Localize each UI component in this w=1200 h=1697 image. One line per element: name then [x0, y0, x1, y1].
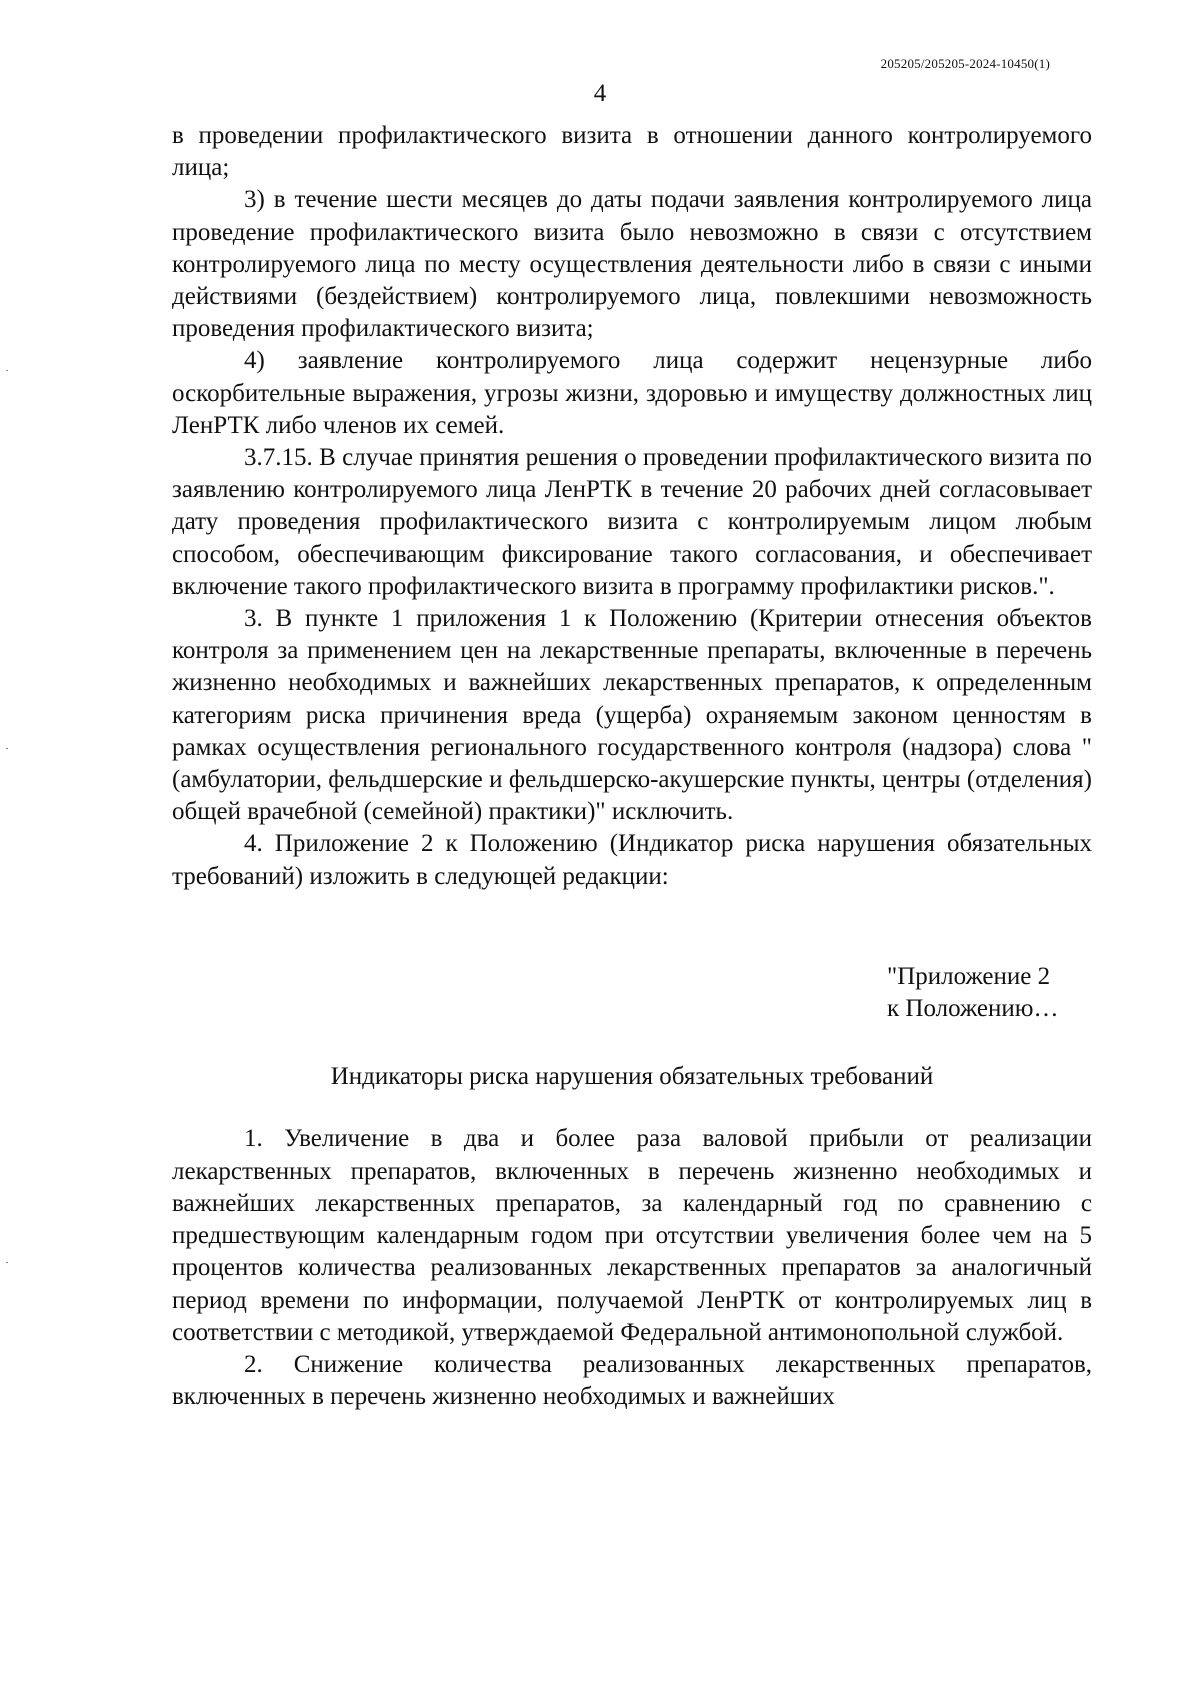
section-heading: Индикаторы риска нарушения обязательных требований: [330, 1063, 934, 1091]
annex-line-2: к Положению…: [887, 995, 1059, 1023]
margin-mark: [6, 1262, 8, 1263]
paragraph-continuation: в проведении профилактического визита в отношении данного контролируемого лица;: [172, 122, 1092, 182]
page-number: 4: [593, 80, 607, 107]
paragraph-item-4: 4) заявление контролируемого лица содержит нецензурные либо оскорбительные выражения, угрозы жизни, здоровью и имуществу должностных лиц ЛенРТК либо членов их семей.: [172, 347, 1092, 439]
margin-mark: [6, 748, 8, 749]
paragraph-point-4: 4. Приложение 2 к Положению (Индикатор риска нарушения обязательных требований) изложить в следующей редакции:: [172, 830, 1092, 890]
paragraph-item-3: 3) в течение шести месяцев до даты подачи заявления контролируемого лица проведение профилактического визита было невозможно в связи с отсутствием контролируемого лица по месту осуществления деятельности либо в связи с иными действиями (бездействием) контролируемого лица, повлекшими невозможность проведения профилактического визита;: [172, 186, 1092, 343]
spacer: [172, 1025, 1092, 1061]
spacer: [172, 1093, 1092, 1123]
document-code: 205205/205205-2024-10450(1): [880, 56, 1050, 71]
indicator-item-2: 2. Снижение количества реализованных лекарственных препаратов, включенных в перечень жизненно необходимых и важнейших: [172, 1350, 1092, 1411]
document-body: [172, 120, 1092, 1413]
spacer: [172, 893, 1092, 961]
annex-line-1: "Приложение 2: [887, 962, 1051, 990]
paragraph-3-7-15: 3.7.15. В случае принятия решения о проведении профилактического визита по заявлению контролируемого лица ЛенРТК в течение 20 рабочих дней согласовывает дату проведения профилактического визита с контролируемым лицом любым способом, обеспечивающим фиксирование такого согласования, и обеспечивает включение такого профилактического визита в программу профилактики рисков.".: [172, 444, 1092, 600]
indicator-item-1: 1. Увеличение в два и более раза валовой прибыли от реализации лекарственных препаратов, включенных в перечень жизненно необходимых и важнейших лекарственных препаратов, за календарный год по сравнению с предшествующим календарным годом при отсутствии увеличения более чем на 5 процентов количества реализованных лекарственных препаратов за аналогичный период времени по информации, получаемой ЛенРТК от контролируемых лиц в соответствии с методикой, утверждаемой Федеральной антимонопольной службой.: [172, 1125, 1092, 1346]
paragraph-point-3: 3. В пункте 1 приложения 1 к Положению (Критерии отнесения объектов контроля за применением цен на лекарственные препараты, включенные в перечень жизненно необходимых и важнейших лекарственных препаратов, к определенным категориям риска причинения вреда (ущерба) охраняемым законом ценностям в рамках осуществления регионального государственного контроля (надзора) слова "(амбулатории, фельдшерские и фельдшерско-акушерские пункты, центры (отделения) общей врачебной (семейной) практики)" исключить.: [172, 605, 1092, 826]
margin-mark: [6, 370, 8, 371]
annex-label: [887, 961, 1092, 1025]
